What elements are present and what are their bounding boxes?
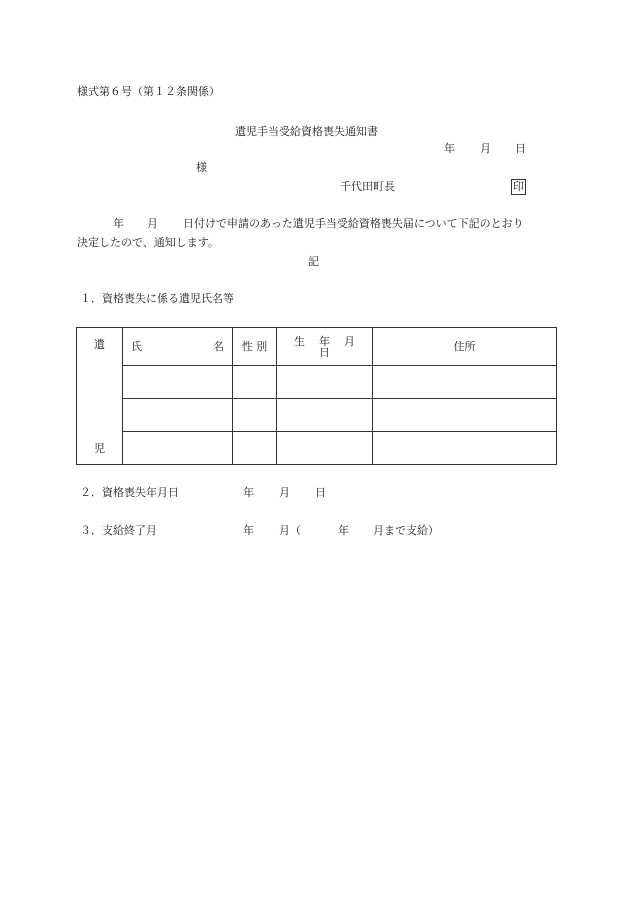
header-birth-2: 年	[319, 334, 330, 348]
section3-year2: 年	[338, 524, 349, 537]
section2-year: 年	[243, 486, 254, 499]
header-birth-4: 日	[319, 345, 330, 359]
section1-heading: １．資格喪失に係る遺児氏名等	[80, 292, 234, 305]
cell-birth[interactable]	[277, 432, 373, 465]
cell-name[interactable]	[123, 399, 233, 432]
seal-box: 印	[513, 180, 524, 193]
body-line2: 決定したので、通知します。	[77, 236, 219, 249]
body-line1: 日付けで申請のあった遺児手当受給資格喪失届について下記のとおり	[183, 217, 524, 230]
addressee-suffix: 様	[196, 161, 207, 174]
body-month: 月	[147, 217, 158, 230]
seal-mark	[511, 179, 526, 195]
cell-birth[interactable]	[277, 366, 373, 399]
section3-heading: ３．支給終了月	[80, 524, 157, 537]
cell-name[interactable]	[123, 432, 233, 465]
table-row	[77, 366, 557, 399]
section3-month: 月（	[279, 524, 301, 537]
header-name-left: 氏	[131, 340, 142, 353]
child-info-table	[76, 327, 557, 465]
side-label-bottom: 児	[94, 442, 105, 455]
date-month: 月	[480, 142, 491, 155]
section3-tail: 月まで支給）	[373, 524, 439, 537]
body-year: 年	[113, 217, 124, 230]
date-day: 日	[515, 142, 526, 155]
cell-gender[interactable]	[233, 366, 277, 399]
section3-year: 年	[243, 524, 254, 537]
header-birth-1: 生	[294, 334, 305, 348]
document-title: 遺児手当受給資格喪失通知書	[235, 125, 378, 138]
side-label-top: 遺	[94, 338, 105, 351]
table-row	[77, 432, 557, 465]
cell-address[interactable]	[373, 432, 557, 465]
header-name-right: 名	[213, 340, 224, 353]
section2-month: 月	[279, 486, 290, 499]
section2-heading: ２．資格喪失年月日	[80, 486, 179, 499]
header-name	[123, 328, 233, 366]
date-year: 年	[444, 142, 455, 155]
table-row	[77, 399, 557, 432]
cell-address[interactable]	[373, 366, 557, 399]
table-header-row	[77, 328, 557, 366]
cell-gender[interactable]	[233, 432, 277, 465]
header-birth-3: 月	[344, 334, 355, 348]
cell-address[interactable]	[373, 399, 557, 432]
issuer-name: 千代田町長	[340, 180, 395, 193]
side-label-cell	[77, 328, 123, 465]
cell-birth[interactable]	[277, 399, 373, 432]
ki-label: 記	[308, 255, 319, 268]
section2-day: 日	[315, 486, 326, 499]
cell-gender[interactable]	[233, 399, 277, 432]
form-number: 様式第６号（第１２条関係）	[77, 85, 220, 98]
header-gender: 性 別	[233, 328, 277, 366]
header-birth	[277, 328, 373, 366]
header-address: 住所	[373, 328, 557, 366]
cell-name[interactable]	[123, 366, 233, 399]
